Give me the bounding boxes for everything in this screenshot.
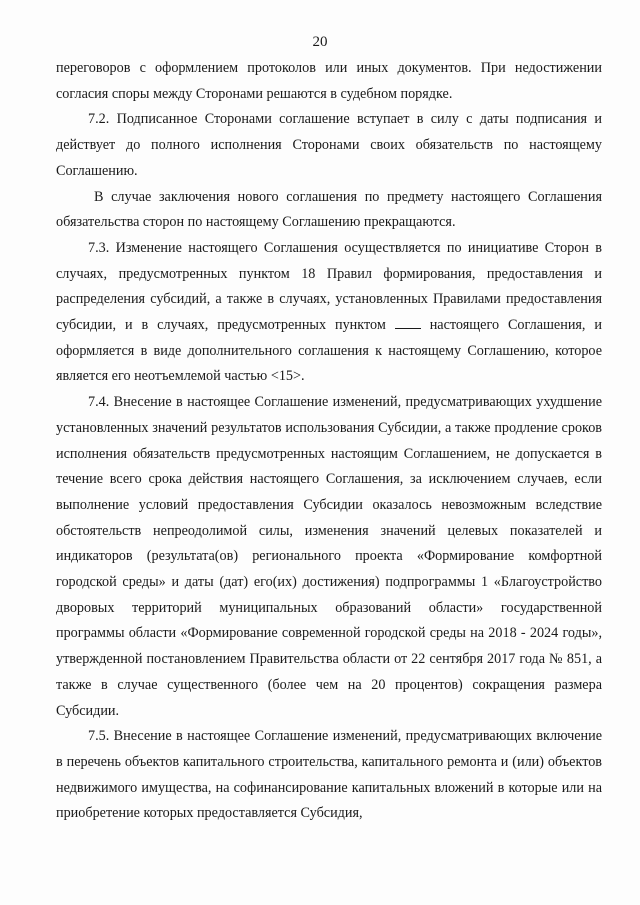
document-body [56,56,602,827]
paragraph-clause-7-5: 7.5. Внесение в настоящее Соглашение изменений, предусматривающих включение в перечень объектов капитального строительства, капитального ремонта и (или) объектов недвижимого имущества, на софинансирование капитальных вложений в которые или на приобретение которых предоставляется Субсидия, [56,728,602,822]
paragraph-clause-7-2: 7.2. Подписанное Сторонами соглашение вступает в силу с даты подписания и действует до полного исполнения Сторонами своих обязательств по настоящему Соглашению. [56,111,602,179]
paragraph-continuation: переговоров с оформлением протоколов или иных документов. При недостижении согласия споры между Сторонами решаются в судебном порядке. [56,60,602,102]
paragraph-clause-7-3 [56,236,602,390]
clause-7-3-text-before-blank: 7.3. Изменение настоящего Соглашения осуществляется по инициативе Сторон в случаях, предусмотренных пунктом 18 Правил формирования, предоставления и распределения субсидий, а также в случаях, установленных Правилами предоставления субсидии, и в случаях, предусмотренных пунктом [56,239,602,334]
paragraph-clause-7-4: 7.4. Внесение в настоящее Соглашение изменений, предусматривающих ухудшение установленных значений результатов использования Субсидии, а также продление сроков исполнения обязательств предусмотренных настоящим Соглашением, не допускается в течение всего срока действия настоящего Соглашения, за исключением случаев, если выполнение условий предоставления Субсидии оказалось невозможным вследствие обстоятельств непреодолимой силы, изменения значений целевых показателей и индикаторов (результата(ов) регионального проекта «Формирование комфортной городской среды» и даты (дат) его(их) достижения) подпрограммы 1 «Благоустройство дворовых территорий муниципальных образований области» государственной программы области «Формирование современной городской среды на 2018 - 2024 годы», утвержденной постановлением Правительства области от 22 сентября 2017 года № 851, а также в случае существенного (более чем на 20 процентов) сокращения размера Субсидии. [56,394,602,719]
clause-7-3-text-after-blank: настоящего Соглашения, и оформляется в виде дополнительного соглашения к настоящему Соглашению, которое является его неотъемлемой частью <15>. [56,317,603,385]
paragraph-clause-7-2-new-agreement: В случае заключения нового соглашения по предмету настоящего Соглашения обязательства сторон по настоящему Соглашению прекращаются. [56,188,602,231]
page-number: 20 [312,34,328,50]
fill-in-blank [395,316,421,329]
